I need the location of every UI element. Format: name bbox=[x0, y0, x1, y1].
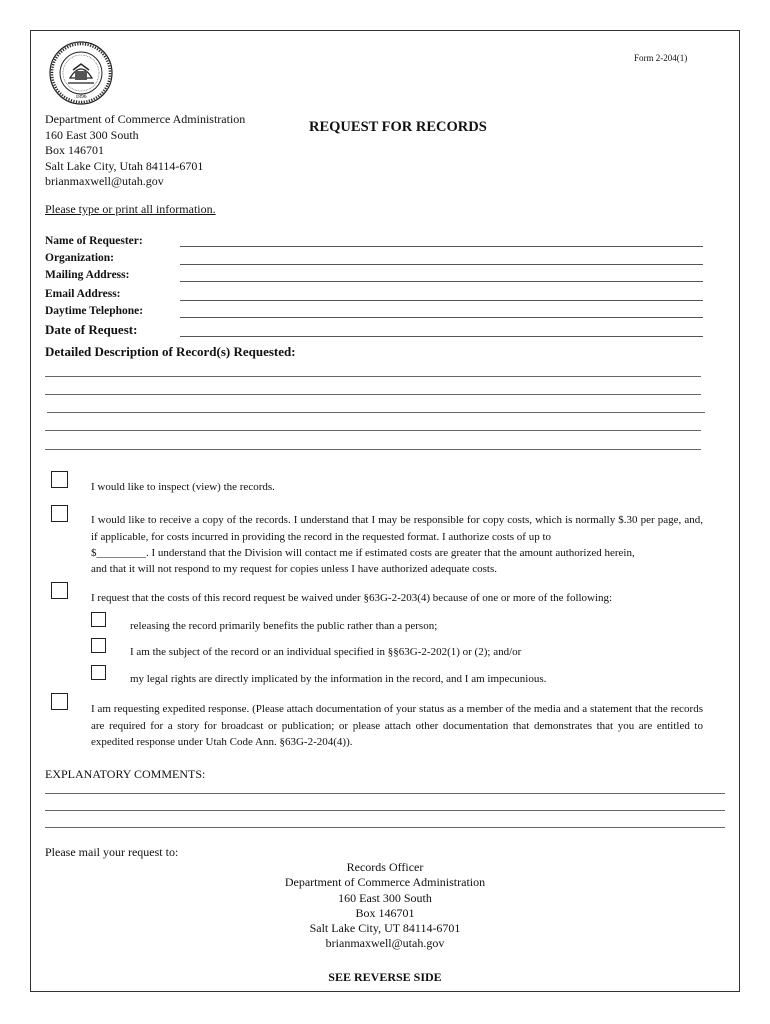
description-line[interactable] bbox=[45, 394, 701, 395]
waive-public-benefit-text: releasing the record primarily benefits the public rather than a person; bbox=[130, 620, 438, 632]
waive-impecunious-checkbox[interactable] bbox=[91, 665, 106, 680]
see-reverse-side: SEE REVERSE SIDE bbox=[328, 970, 442, 984]
phone-field[interactable] bbox=[180, 317, 703, 318]
expedite-checkbox[interactable] bbox=[51, 693, 68, 710]
address-line: Salt Lake City, Utah 84114-6701 bbox=[45, 158, 204, 173]
mail-instruction: Please mail your request to: bbox=[45, 845, 179, 859]
mailing-address-label: Mailing Address: bbox=[45, 269, 130, 281]
waive-impecunious-text: my legal rights are directly implicated by the information in the record, and I am impecunious. bbox=[130, 673, 547, 685]
explanatory-comments-label: EXPLANATORY COMMENTS: bbox=[45, 767, 206, 781]
organization-field[interactable] bbox=[180, 264, 703, 265]
mailing-address-field[interactable] bbox=[180, 281, 703, 282]
state-seal-logo bbox=[48, 40, 114, 106]
mail-address-line: brianmaxwell@utah.gov bbox=[325, 936, 445, 951]
name-field[interactable] bbox=[180, 246, 703, 247]
copy-option-text: and that it will not respond to my request for copies unless I have authorized adequate costs. bbox=[91, 563, 497, 575]
inspect-option-text: I would like to inspect (view) the records. bbox=[91, 481, 275, 493]
copy-option-text: I would like to receive a copy of the records. I understand that I may be responsible for copy costs, which is normally $.30 per page, and, if applicable, for costs incurred in providing the record in the requested format. I authorize costs of up to bbox=[91, 514, 703, 543]
email-field[interactable] bbox=[180, 300, 703, 301]
description-line[interactable] bbox=[45, 430, 701, 431]
copy-checkbox[interactable] bbox=[51, 505, 68, 522]
description-label: Detailed Description of Record(s) Requested: bbox=[45, 344, 296, 359]
mail-address-line: Department of Commerce Administration bbox=[284, 875, 486, 890]
address-line: Department of Commerce Administration bbox=[45, 112, 246, 126]
mail-address-line: 160 East 300 South bbox=[338, 890, 432, 905]
waive-checkbox[interactable] bbox=[51, 582, 68, 599]
department-address bbox=[45, 112, 245, 190]
address-line: Box 146701 bbox=[45, 143, 105, 157]
description-line[interactable] bbox=[45, 376, 701, 377]
email-label: Email Address: bbox=[45, 288, 121, 300]
expedite-option-text: I am requesting expedited response. (Please attach documentation of your status as a member of the media and a statement that the records are required for a story for broadcast or publication; or please attach other documentation that demonstrates that you are entitled to expedited response under Utah Code Ann. §63G-2-204(4)). bbox=[91, 703, 703, 748]
organization-label: Organization: bbox=[45, 252, 114, 264]
form-number: Form 2-204(1) bbox=[634, 53, 688, 63]
date-label: Date of Request: bbox=[45, 322, 138, 337]
description-line[interactable] bbox=[45, 449, 701, 450]
comment-line[interactable] bbox=[45, 810, 725, 811]
address-line: 160 East 300 South bbox=[45, 127, 139, 142]
comment-line[interactable] bbox=[45, 793, 725, 794]
waive-option-text: I request that the costs of this record request be waived under §63G-2-203(4) because of one or more of the following: bbox=[91, 592, 613, 604]
comment-line[interactable] bbox=[45, 827, 725, 828]
mail-address-line: Salt Lake City, UT 84114-6701 bbox=[309, 921, 461, 936]
form-title: REQUEST FOR RECORDS bbox=[309, 119, 487, 135]
instructions: Please type or print all information. bbox=[45, 202, 216, 216]
date-field[interactable] bbox=[180, 336, 703, 337]
address-line: brianmaxwell@utah.gov bbox=[45, 174, 164, 188]
waive-subject-checkbox[interactable] bbox=[91, 638, 106, 653]
waive-public-benefit-checkbox[interactable] bbox=[91, 612, 106, 627]
phone-label: Daytime Telephone: bbox=[45, 305, 144, 317]
mail-address-line: Records Officer bbox=[346, 860, 424, 874]
mailing-address-block bbox=[230, 860, 540, 952]
mail-address-line: Box 146701 bbox=[355, 905, 415, 920]
waive-subject-text: I am the subject of the record or an individual specified in §§63G-2-202(1) or (2); and/or bbox=[130, 646, 522, 658]
inspect-checkbox[interactable] bbox=[51, 471, 68, 488]
description-line[interactable] bbox=[47, 412, 705, 413]
seal-year: 1896 bbox=[75, 94, 87, 100]
copy-option-text: $_________. I understand that the Division will contact me if estimated costs are greater that the amount authorized herein, bbox=[91, 547, 635, 559]
name-label: Name of Requester: bbox=[45, 235, 143, 247]
